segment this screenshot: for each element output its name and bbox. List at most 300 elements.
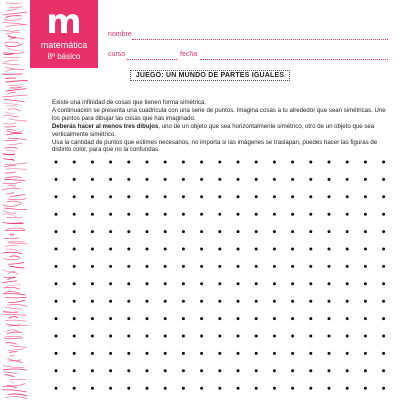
grid-dot[interactable] (91, 265, 94, 268)
grid-dot[interactable] (164, 387, 167, 390)
grid-dot[interactable] (127, 195, 130, 198)
grid-dot[interactable] (291, 265, 294, 268)
grid-dot[interactable] (346, 317, 349, 320)
grid-dot[interactable] (164, 230, 167, 233)
grid-dot[interactable] (55, 248, 58, 251)
grid-dot[interactable] (182, 230, 185, 233)
grid-dot[interactable] (218, 317, 221, 320)
grid-dot[interactable] (346, 335, 349, 338)
grid-dot[interactable] (364, 282, 367, 285)
grid-dot[interactable] (146, 282, 149, 285)
grid-dot[interactable] (182, 265, 185, 268)
grid-dot[interactable] (146, 369, 149, 372)
grid-dot[interactable] (382, 282, 385, 285)
scribble-stroke (2, 390, 26, 392)
grid-dot[interactable] (237, 213, 240, 216)
grid-dot[interactable] (237, 300, 240, 303)
grid-dot[interactable] (200, 387, 203, 390)
grid-dot[interactable] (328, 369, 331, 372)
grid-dot[interactable] (91, 387, 94, 390)
grid-dot[interactable] (109, 300, 112, 303)
grid-dot[interactable] (73, 195, 76, 198)
grid-dot[interactable] (237, 282, 240, 285)
scribble-stroke (10, 87, 22, 88)
grid-dot[interactable] (273, 161, 276, 164)
grid-dot[interactable] (309, 195, 312, 198)
scribble-stroke (5, 44, 22, 47)
grid-dot[interactable] (237, 352, 240, 355)
grid-dot[interactable] (364, 195, 367, 198)
grid-dot[interactable] (291, 300, 294, 303)
grid-dot[interactable] (146, 300, 149, 303)
grid-dot[interactable] (382, 230, 385, 233)
grid-dot[interactable] (146, 352, 149, 355)
grid-dot[interactable] (273, 178, 276, 181)
grid-dot[interactable] (382, 195, 385, 198)
grid-dot[interactable] (237, 178, 240, 181)
grid-dot[interactable] (73, 248, 76, 251)
grid-dot[interactable] (146, 335, 149, 338)
grid-dot[interactable] (273, 195, 276, 198)
grid-dot[interactable] (291, 352, 294, 355)
grid-dot[interactable] (255, 248, 258, 251)
grid-dot[interactable] (91, 300, 94, 303)
grid-dot[interactable] (109, 317, 112, 320)
grid-dot[interactable] (273, 230, 276, 233)
grid-dot[interactable] (127, 300, 130, 303)
scribble-stroke (3, 252, 23, 253)
grid-dot[interactable] (273, 352, 276, 355)
grid-dot[interactable] (328, 178, 331, 181)
grid-dot[interactable] (273, 335, 276, 338)
grid-dot[interactable] (200, 230, 203, 233)
scribble-stroke (7, 228, 25, 230)
grid-dot[interactable] (382, 387, 385, 390)
grid-dot[interactable] (200, 352, 203, 355)
grid-dot[interactable] (309, 335, 312, 338)
grid-dot[interactable] (273, 387, 276, 390)
grid-dot[interactable] (218, 387, 221, 390)
scribble-stroke (3, 369, 27, 370)
grid-dot[interactable] (182, 213, 185, 216)
grid-dot[interactable] (146, 317, 149, 320)
scribble-stroke (2, 281, 17, 283)
grid-dot[interactable] (309, 352, 312, 355)
grid-dot[interactable] (146, 178, 149, 181)
grid-dot[interactable] (255, 195, 258, 198)
grid-dot[interactable] (309, 387, 312, 390)
grid-dot[interactable] (273, 248, 276, 251)
scribble-stroke (6, 33, 20, 34)
instruction-line-1: Existe una infinidad de cosas que tienen forma simétrica. (52, 99, 207, 106)
grid-dot[interactable] (91, 352, 94, 355)
grid-dot[interactable] (291, 248, 294, 251)
grid-dot[interactable] (237, 317, 240, 320)
grid-dot[interactable] (182, 248, 185, 251)
grid-dot[interactable] (127, 387, 130, 390)
grid-dot[interactable] (328, 282, 331, 285)
grid-dot[interactable] (55, 230, 58, 233)
grid-dot[interactable] (328, 265, 331, 268)
grid-dot[interactable] (218, 230, 221, 233)
grid-dot[interactable] (218, 195, 221, 198)
grid-dot[interactable] (364, 369, 367, 372)
grid-dot[interactable] (182, 335, 185, 338)
grid-dot[interactable] (273, 317, 276, 320)
grid-dot[interactable] (55, 161, 58, 164)
grid-dot[interactable] (382, 161, 385, 164)
grid-dot[interactable] (127, 178, 130, 181)
grid-dot[interactable] (91, 161, 94, 164)
grid-dot[interactable] (73, 300, 76, 303)
grid-dot[interactable] (182, 352, 185, 355)
grid-dot[interactable] (291, 282, 294, 285)
grid-dot[interactable] (237, 369, 240, 372)
grid-dot[interactable] (291, 178, 294, 181)
grid-dot[interactable] (255, 230, 258, 233)
scribble-stroke (5, 112, 14, 114)
grid-dot[interactable] (237, 387, 240, 390)
grid-dot[interactable] (146, 387, 149, 390)
grid-dot[interactable] (328, 230, 331, 233)
grid-dot[interactable] (218, 248, 221, 251)
grid-dot[interactable] (218, 282, 221, 285)
grid-dot[interactable] (255, 352, 258, 355)
grid-dot[interactable] (255, 387, 258, 390)
grid-dot[interactable] (127, 248, 130, 251)
grid-dot[interactable] (127, 335, 130, 338)
grid-dot[interactable] (200, 300, 203, 303)
scribble-stroke (5, 25, 24, 27)
grid-dot[interactable] (146, 161, 149, 164)
grid-dot[interactable] (255, 282, 258, 285)
scribble-stroke (9, 266, 24, 268)
grid-dot[interactable] (382, 248, 385, 251)
grid-dot[interactable] (273, 265, 276, 268)
grid-dot[interactable] (218, 265, 221, 268)
grid-dot[interactable] (109, 178, 112, 181)
grid-dot[interactable] (255, 369, 258, 372)
grid-dot[interactable] (346, 265, 349, 268)
grid-dot[interactable] (164, 195, 167, 198)
grid-dot[interactable] (200, 369, 203, 372)
grid-dot[interactable] (364, 352, 367, 355)
grid-dot[interactable] (109, 352, 112, 355)
grid-dot[interactable] (364, 213, 367, 216)
grid-dot[interactable] (109, 282, 112, 285)
grid-dot[interactable] (200, 248, 203, 251)
grid-dot[interactable] (200, 161, 203, 164)
grid-dot[interactable] (364, 230, 367, 233)
grid-dot[interactable] (91, 248, 94, 251)
name-field-line[interactable] (132, 39, 388, 40)
grid-dot[interactable] (73, 265, 76, 268)
grid-dot[interactable] (55, 282, 58, 285)
grid-dot[interactable] (237, 161, 240, 164)
grid-dot[interactable] (309, 265, 312, 268)
grid-dot[interactable] (309, 213, 312, 216)
scribble-stroke (5, 78, 15, 79)
grid-dot[interactable] (328, 161, 331, 164)
grid-dot[interactable] (55, 265, 58, 268)
grid-dot[interactable] (109, 230, 112, 233)
grid-dot[interactable] (218, 213, 221, 216)
grid-dot[interactable] (127, 213, 130, 216)
grid-dot[interactable] (91, 317, 94, 320)
grid-dot[interactable] (127, 352, 130, 355)
grid-dot[interactable] (91, 213, 94, 216)
grid-dot[interactable] (237, 248, 240, 251)
grid-dot[interactable] (309, 178, 312, 181)
grid-dot[interactable] (237, 230, 240, 233)
grid-dot[interactable] (200, 282, 203, 285)
grid-dot[interactable] (91, 195, 94, 198)
grid-dot[interactable] (182, 161, 185, 164)
grid-dot[interactable] (364, 248, 367, 251)
grid-dot[interactable] (127, 369, 130, 372)
grid-dot[interactable] (127, 317, 130, 320)
grid-dot[interactable] (364, 387, 367, 390)
grid-dot[interactable] (346, 178, 349, 181)
grid-dot[interactable] (346, 282, 349, 285)
scribble-stroke (7, 48, 21, 51)
grid-dot[interactable] (182, 369, 185, 372)
grid-dot[interactable] (73, 369, 76, 372)
grid-dot[interactable] (146, 195, 149, 198)
grid-dot[interactable] (55, 352, 58, 355)
grid-dot[interactable] (91, 369, 94, 372)
grid-dot[interactable] (146, 248, 149, 251)
grid-dot[interactable] (127, 230, 130, 233)
grid-dot[interactable] (109, 369, 112, 372)
grid-dot[interactable] (364, 265, 367, 268)
grid-dot[interactable] (164, 282, 167, 285)
grid-dot[interactable] (382, 352, 385, 355)
date-field-line[interactable] (200, 59, 388, 60)
grid-dot[interactable] (55, 300, 58, 303)
grid-dot[interactable] (273, 300, 276, 303)
grid-dot[interactable] (291, 230, 294, 233)
grid-dot[interactable] (255, 335, 258, 338)
grid-dot[interactable] (328, 300, 331, 303)
grid-dot[interactable] (346, 300, 349, 303)
grid-dot[interactable] (328, 387, 331, 390)
grid-dot[interactable] (346, 161, 349, 164)
grid-dot[interactable] (109, 195, 112, 198)
grid-dot[interactable] (364, 300, 367, 303)
scribble-stroke (5, 375, 15, 377)
grid-dot[interactable] (200, 317, 203, 320)
grid-dot[interactable] (164, 352, 167, 355)
grid-dot[interactable] (382, 335, 385, 338)
grid-dot[interactable] (73, 352, 76, 355)
grid-dot[interactable] (218, 178, 221, 181)
grid-dot[interactable] (55, 317, 58, 320)
grid-dot[interactable] (109, 335, 112, 338)
grid-dot[interactable] (382, 265, 385, 268)
grid-dot[interactable] (164, 317, 167, 320)
grid-dot[interactable] (273, 282, 276, 285)
grid-dot[interactable] (164, 300, 167, 303)
grid-dot[interactable] (73, 282, 76, 285)
grid-dot[interactable] (182, 387, 185, 390)
grid-dot[interactable] (255, 178, 258, 181)
grid-dot[interactable] (237, 265, 240, 268)
grid-dot[interactable] (382, 369, 385, 372)
grid-dot[interactable] (55, 178, 58, 181)
grid-dot[interactable] (55, 195, 58, 198)
grid-dot[interactable] (382, 300, 385, 303)
grid-dot[interactable] (255, 161, 258, 164)
grid-dot[interactable] (364, 178, 367, 181)
scribble-stroke (6, 81, 28, 83)
grid-dot[interactable] (182, 317, 185, 320)
scribble-stroke (6, 169, 27, 170)
grid-dot[interactable] (382, 178, 385, 181)
grid-dot[interactable] (255, 300, 258, 303)
grid-dot[interactable] (218, 300, 221, 303)
grid-dot[interactable] (309, 300, 312, 303)
grid-dot[interactable] (364, 335, 367, 338)
course-field-line[interactable] (127, 59, 177, 60)
grid-dot[interactable] (182, 178, 185, 181)
grid-dot[interactable] (73, 317, 76, 320)
grid-dot[interactable] (255, 317, 258, 320)
grid-dot[interactable] (328, 352, 331, 355)
grid-dot[interactable] (127, 282, 130, 285)
scribble-stroke (3, 211, 16, 214)
grid-dot[interactable] (291, 213, 294, 216)
grid-dot[interactable] (91, 178, 94, 181)
grid-dot[interactable] (255, 265, 258, 268)
grid-dot[interactable] (273, 369, 276, 372)
grid-dot[interactable] (182, 282, 185, 285)
grid-dot[interactable] (309, 230, 312, 233)
grid-dot[interactable] (218, 161, 221, 164)
grid-dot[interactable] (346, 213, 349, 216)
grid-dot[interactable] (164, 265, 167, 268)
grid-dot[interactable] (273, 213, 276, 216)
grid-dot[interactable] (291, 195, 294, 198)
grid-dot[interactable] (237, 195, 240, 198)
grid-dot[interactable] (164, 213, 167, 216)
grid-dot[interactable] (328, 317, 331, 320)
scribble-stroke (2, 214, 17, 217)
grid-dot[interactable] (291, 369, 294, 372)
grid-dot[interactable] (328, 195, 331, 198)
grid-dot[interactable] (146, 213, 149, 216)
grid-dot[interactable] (309, 282, 312, 285)
grid-dot[interactable] (291, 387, 294, 390)
grid-dot[interactable] (146, 265, 149, 268)
grid-dot[interactable] (364, 317, 367, 320)
grid-dot[interactable] (164, 335, 167, 338)
scribble-stroke (7, 278, 15, 280)
grid-dot[interactable] (146, 230, 149, 233)
scribble-stroke (6, 193, 14, 194)
grid-dot[interactable] (309, 161, 312, 164)
grid-dot[interactable] (164, 248, 167, 251)
grid-dot[interactable] (91, 230, 94, 233)
grid-dot[interactable] (309, 369, 312, 372)
grid-dot[interactable] (346, 387, 349, 390)
dot-grid[interactable] (52, 158, 392, 400)
grid-dot[interactable] (328, 248, 331, 251)
grid-dot[interactable] (382, 317, 385, 320)
grid-dot[interactable] (200, 195, 203, 198)
grid-dot[interactable] (55, 213, 58, 216)
grid-dot[interactable] (346, 230, 349, 233)
grid-dot[interactable] (218, 369, 221, 372)
grid-dot[interactable] (182, 195, 185, 198)
grid-dot[interactable] (164, 161, 167, 164)
grid-dot[interactable] (73, 213, 76, 216)
grid-dot[interactable] (127, 161, 130, 164)
grid-dot[interactable] (91, 282, 94, 285)
grid-dot[interactable] (346, 369, 349, 372)
grid-dot[interactable] (73, 335, 76, 338)
scribble-stroke (4, 19, 22, 21)
scribble-stroke (4, 208, 27, 210)
scribble-stroke (8, 394, 27, 396)
scribble-stroke (8, 35, 16, 37)
grid-dot[interactable] (255, 213, 258, 216)
grid-dot[interactable] (237, 335, 240, 338)
grid-dot[interactable] (109, 248, 112, 251)
grid-dot[interactable] (109, 265, 112, 268)
grid-dot[interactable] (55, 387, 58, 390)
grid-dot[interactable] (328, 335, 331, 338)
grid-dot[interactable] (91, 335, 94, 338)
grid-dot[interactable] (109, 387, 112, 390)
grid-dot[interactable] (200, 178, 203, 181)
grid-dot[interactable] (200, 213, 203, 216)
scribble-stroke (10, 382, 14, 384)
grid-dot[interactable] (164, 178, 167, 181)
grid-dot[interactable] (309, 317, 312, 320)
grid-dot[interactable] (182, 300, 185, 303)
grid-dot[interactable] (346, 352, 349, 355)
grid-dot[interactable] (164, 369, 167, 372)
grid-dot[interactable] (55, 369, 58, 372)
grid-dot[interactable] (73, 230, 76, 233)
grid-dot[interactable] (346, 195, 349, 198)
grid-dot[interactable] (382, 213, 385, 216)
scribble-stroke (4, 230, 25, 231)
grid-dot[interactable] (109, 213, 112, 216)
grid-dot[interactable] (200, 335, 203, 338)
grid-dot[interactable] (291, 335, 294, 338)
grid-dot[interactable] (218, 352, 221, 355)
grid-dot[interactable] (364, 161, 367, 164)
grid-dot[interactable] (291, 317, 294, 320)
grid-dot[interactable] (73, 387, 76, 390)
grid-dot[interactable] (73, 161, 76, 164)
scribble-stroke (4, 165, 16, 166)
grid-dot[interactable] (127, 265, 130, 268)
grid-dot[interactable] (218, 335, 221, 338)
grid-dot[interactable] (328, 213, 331, 216)
grid-dot[interactable] (73, 178, 76, 181)
grid-dot[interactable] (55, 335, 58, 338)
grid-dot[interactable] (309, 248, 312, 251)
grid-dot[interactable] (346, 248, 349, 251)
grid-dot[interactable] (200, 265, 203, 268)
scribble-stroke (6, 9, 17, 11)
scribble-stroke (8, 185, 16, 187)
grid-dot[interactable] (291, 161, 294, 164)
grid-dot[interactable] (109, 161, 112, 164)
